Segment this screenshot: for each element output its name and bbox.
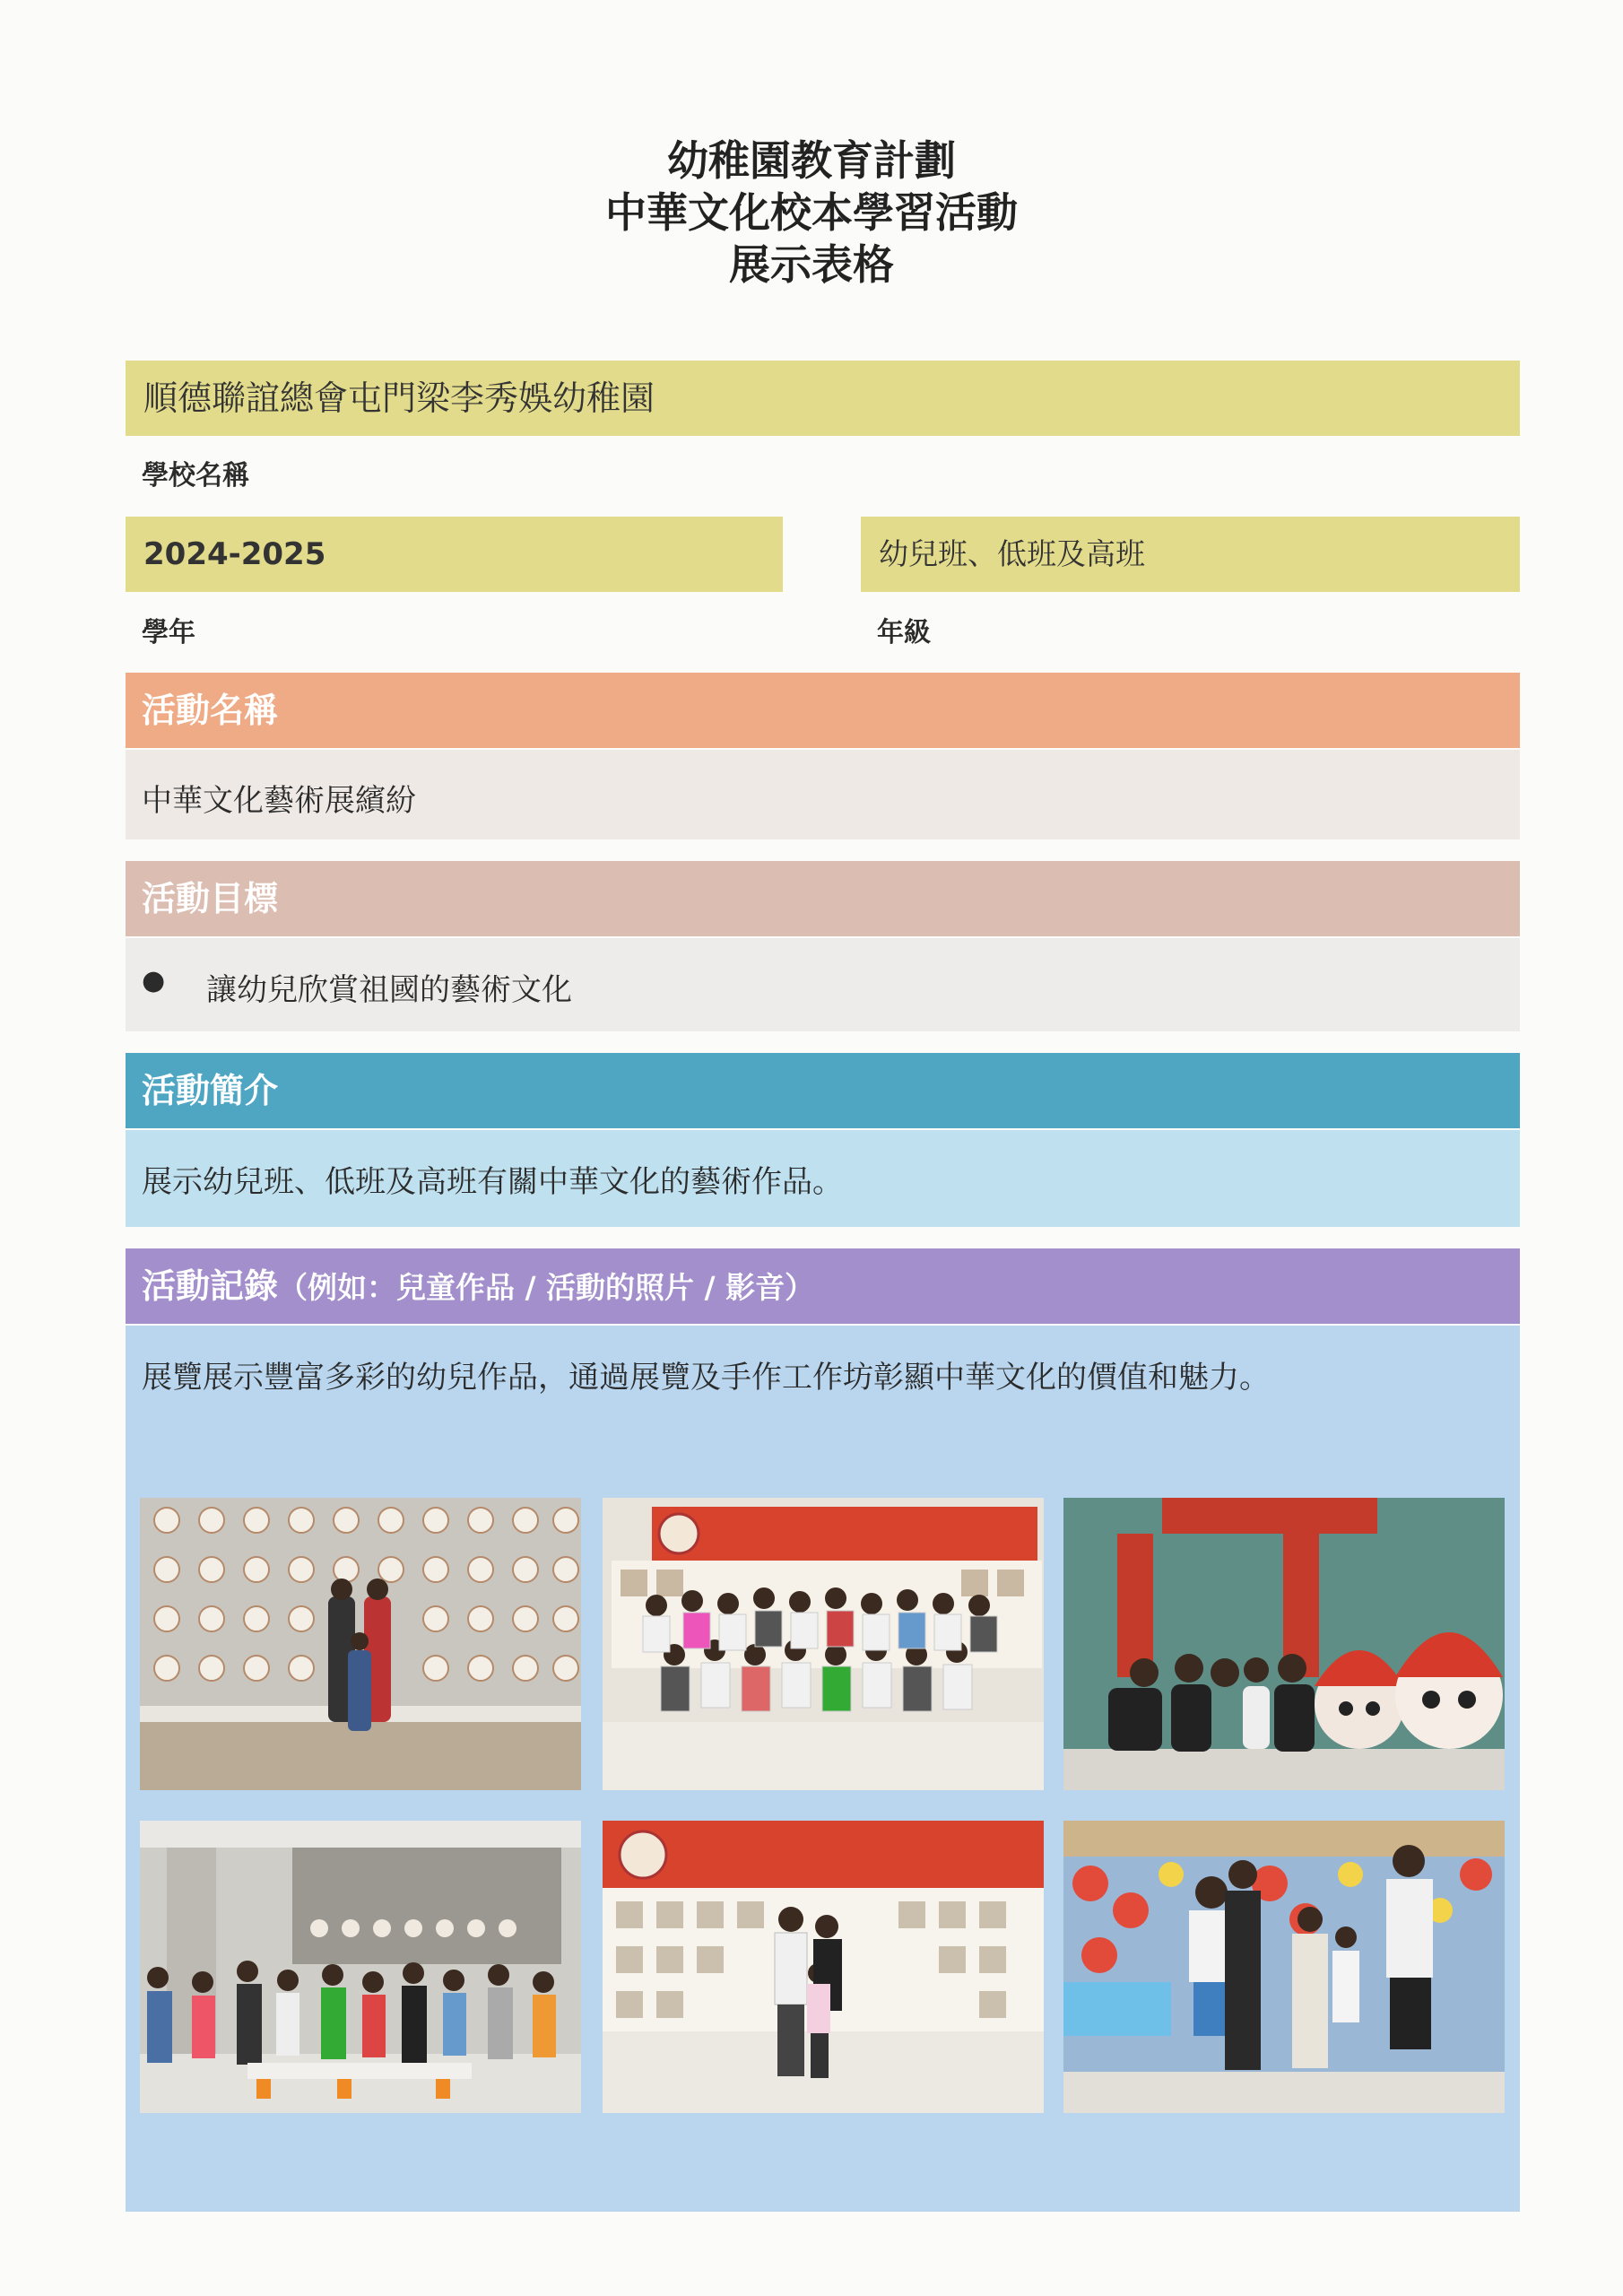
activity-intro-text: 展示幼兒班、低班及高班有關中華文化的藝術作品。 — [142, 1164, 843, 1200]
title-line-2: 中華文化校本學習活動 — [605, 188, 1018, 237]
activity-record-text: 展覽展示豐富多彩的幼兒作品，通過展覽及手作工作坊彰顯中華文化的價值和魅力。 — [142, 1360, 1270, 1396]
activity-record-subtitle: （例如：兒童作品 / 活動的照片 / 影音） — [278, 1270, 815, 1305]
activity-name-text: 中華文化藝術展繽紛 — [142, 783, 416, 819]
activity-goal-heading: 活動目標 — [142, 879, 279, 918]
grade-field — [861, 517, 1520, 592]
photo-group-banner — [603, 1498, 1044, 1790]
grade-value: 幼兒班、低班及高班 — [879, 536, 1145, 571]
activity-goal-header — [126, 861, 1520, 936]
activity-name-heading: 活動名稱 — [142, 691, 279, 730]
photo-fan-artwork-wall — [140, 1498, 581, 1790]
activity-record-header — [126, 1248, 1520, 1324]
school-year-field — [126, 517, 783, 592]
photo-family-banner — [603, 1821, 1044, 2113]
bullet-icon: ● — [142, 965, 166, 996]
page-title — [0, 135, 1623, 291]
activity-intro-heading: 活動簡介 — [142, 1071, 279, 1110]
activity-record-heading — [142, 1248, 814, 1326]
activity-goal-body — [126, 938, 1520, 1031]
photo-mascot-corner — [1063, 1498, 1505, 1790]
activity-record-title: 活動記錄 — [142, 1266, 279, 1306]
activity-name-body — [126, 750, 1520, 839]
school-name-field — [126, 361, 1520, 436]
grade-label: 年級 — [877, 617, 931, 648]
school-name-label: 學校名稱 — [142, 460, 249, 491]
school-year-value: 2024-2025 — [143, 536, 326, 572]
school-year-label: 學年 — [142, 617, 195, 648]
activity-goal-text: 讓幼兒欣賞祖國的藝術文化 — [206, 972, 572, 1008]
title-line-1: 幼稚園教育計劃 — [667, 136, 956, 185]
school-name-value: 順德聯誼總會屯門梁李秀娛幼稚園 — [143, 378, 655, 418]
activity-intro-header — [126, 1053, 1520, 1128]
photo-family-artwork — [1063, 1821, 1505, 2113]
activity-name-header — [126, 673, 1520, 748]
photo-workshop-hall — [140, 1821, 581, 2113]
title-line-3: 展示表格 — [729, 240, 894, 289]
activity-intro-body — [126, 1130, 1520, 1227]
